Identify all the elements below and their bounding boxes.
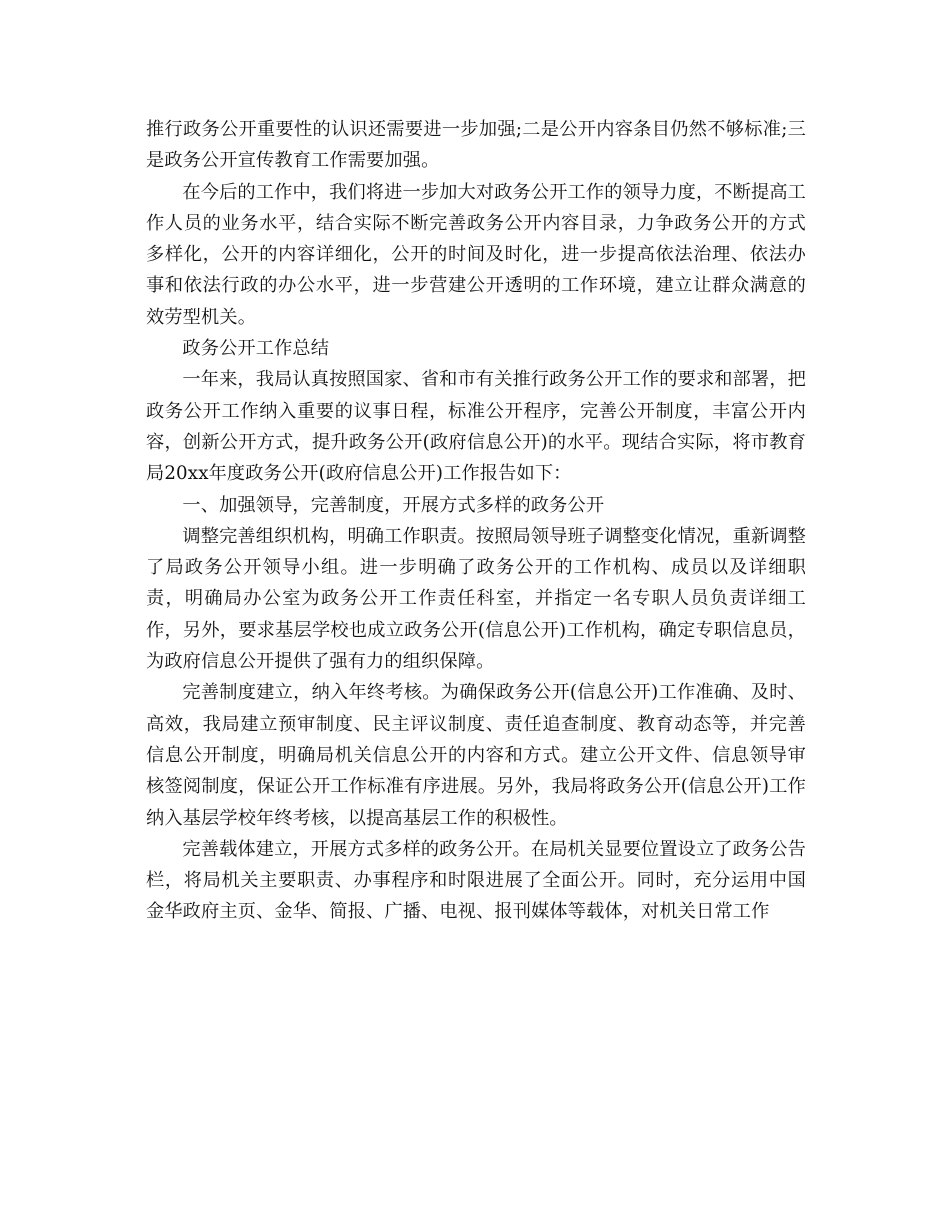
paragraph-organization: 调整完善组织机构，明确工作职责。按照局领导班子调整变化情况，重新调整了局政务公开领导小组。进一步明确了政务公开的工作机构、成员以及详细职责，明确局办公室为政务公开工作责任科室，并指定一名专职人员负责详细工作，另外，要求基层学校也成立政务公开(信息公开)工作机构，确定专职信息员，为政府信息公开提供了强有力的组织保障。 bbox=[146, 525, 806, 673]
paragraph-carrier: 完善载体建立，开展方式多样的政务公开。在局机关显要位置设立了政务公告栏，将局机关主要职责、办事程序和时限进展了全面公开。同时，充分运用中国金华政府主页、金华、简报、广播、电视、报刊媒体等载体，对机关日常工作 bbox=[146, 838, 806, 923]
paragraph-intro: 一年来，我局认真按照国家、省和市有关推行政务公开工作的要求和部署，把政务公开工作纳入重要的议事日程，标准公开程序，完善公开制度，丰富公开内容，创新公开方式，提升政务公开(政府信息公开)的水平。现结合实际，将市教育局20xx年度政务公开(政府信息公开)工作报告如下： bbox=[146, 369, 806, 485]
paragraph-continuation: 推行政务公开重要性的认识还需要进一步加强;二是公开内容条目仍然不够标准;三是政务公开宣传教育工作需要加强。 bbox=[146, 119, 806, 172]
paragraph-system: 完善制度建立，纳入年终考核。为确保政务公开(信息公开)工作准确、及时、高效，我局建立预审制度、民主评议制度、责任追查制度、教育动态等，并完善信息公开制度，明确局机关信息公开的内容和方式。建立公开文件、信息领导审核签阅制度，保证公开工作标准有序进展。另外，我局将政务公开(信息公开)工作纳入基层学校年终考核，以提高基层工作的积极性。 bbox=[146, 682, 806, 829]
section-title: 政务公开工作总结 bbox=[182, 338, 330, 360]
section-heading-1: 一、加强领导，完善制度，开展方式多样的政务公开 bbox=[182, 494, 605, 516]
document-body bbox=[146, 114, 806, 928]
paragraph-future-work: 在今后的工作中，我们将进一步加大对政务公开工作的领导力度，不断提高工作人员的业务水平，结合实际不断完善政务公开内容目录，力争政务公开的方式多样化，公开的内容详细化，公开的时间及时化，进一步提高依法治理、依法办事和依法行政的办公水平，进一步营建公开透明的工作环境，建立让群众满意的效劳型机关。 bbox=[146, 181, 806, 328]
